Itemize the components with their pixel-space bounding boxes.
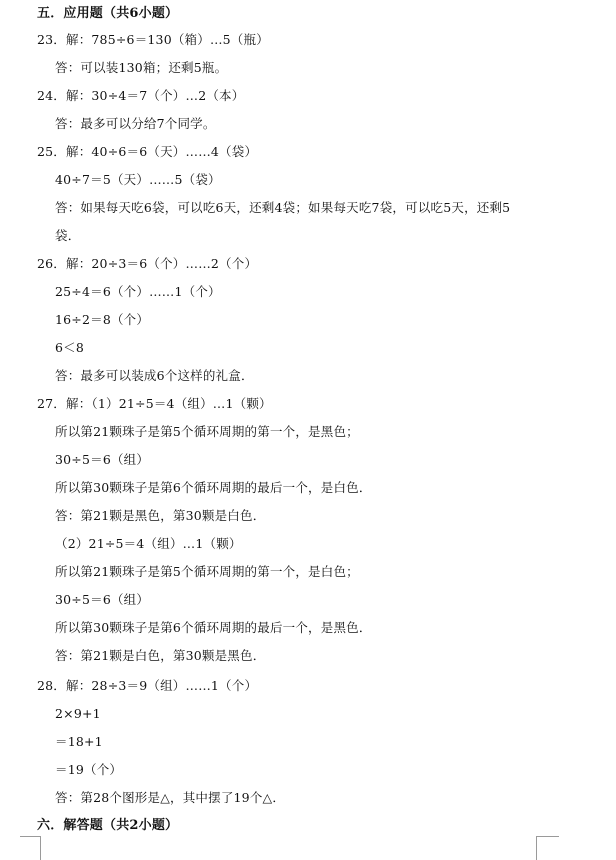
q24-solution: 24．解：30÷4＝7（个）…2（本） [37,88,245,103]
q23-answer: 答：可以装130箱；还剩5瓶。 [55,60,228,75]
q26-step: 16÷2＝8（个） [55,312,150,327]
q26-answer: 答：最多可以装成6个这样的礼盒． [55,368,254,383]
section-heading-answer: 六．解答题（共2小题） [37,818,179,833]
q27-step: 所以第21颗珠子是第5个循环周期的第一个，是黑色； [55,424,359,439]
q27-solution: 27．解：（1）21÷5＝4（组）…1（颗） [37,396,272,411]
page-corner-mark-right [536,836,559,860]
q26-step: 25÷4＝6（个）……1（个） [55,284,221,299]
q27-part2: （2）21÷5＝4（组）…1（颗） [55,536,242,551]
q28-solution: 28．解：28÷3＝9（组）……1（个） [37,678,258,693]
q25-answer-cont: 袋． [55,228,81,243]
q28-answer: 答：第28个图形是△，其中摆了19个△． [55,790,286,805]
q28-step: ＝18+1 [55,734,103,749]
q27-step: 所以第21颗珠子是第5个循环周期的第一个，是白色； [55,564,359,579]
q27-answer: 答：第21颗是白色，第30颗是黑色． [55,648,266,663]
q27-answer: 答：第21颗是黑色，第30颗是白色． [55,508,266,523]
q27-step: 所以第30颗珠子是第6个循环周期的最后一个，是黑色． [55,620,372,635]
q26-solution: 26．解：20÷3＝6（个）……2（个） [37,256,258,271]
q25-step: 40÷7＝5（天）……5（袋） [55,172,221,187]
q27-step: 所以第30颗珠子是第6个循环周期的最后一个，是白色． [55,480,372,495]
q25-answer: 答：如果每天吃6袋，可以吃6天，还剩4袋；如果每天吃7袋，可以吃5天，还剩5 [55,200,511,215]
page-corner-mark-left [20,836,41,860]
q27-step: 30÷5＝6（组） [55,592,150,607]
q25-solution: 25．解：40÷6＝6（天）……4（袋） [37,144,258,159]
q27-step: 30÷5＝6（组） [55,452,150,467]
section-heading-application: 五．应用题（共6小题） [37,6,179,21]
q28-step: 2×9+1 [55,706,101,721]
q23-solution: 23．解：785÷6＝130（箱）…5（瓶） [37,32,269,47]
q28-step: ＝19（个） [55,762,123,777]
q26-step: 6＜8 [55,340,85,355]
q24-answer: 答：最多可以分给7个同学。 [55,116,216,131]
